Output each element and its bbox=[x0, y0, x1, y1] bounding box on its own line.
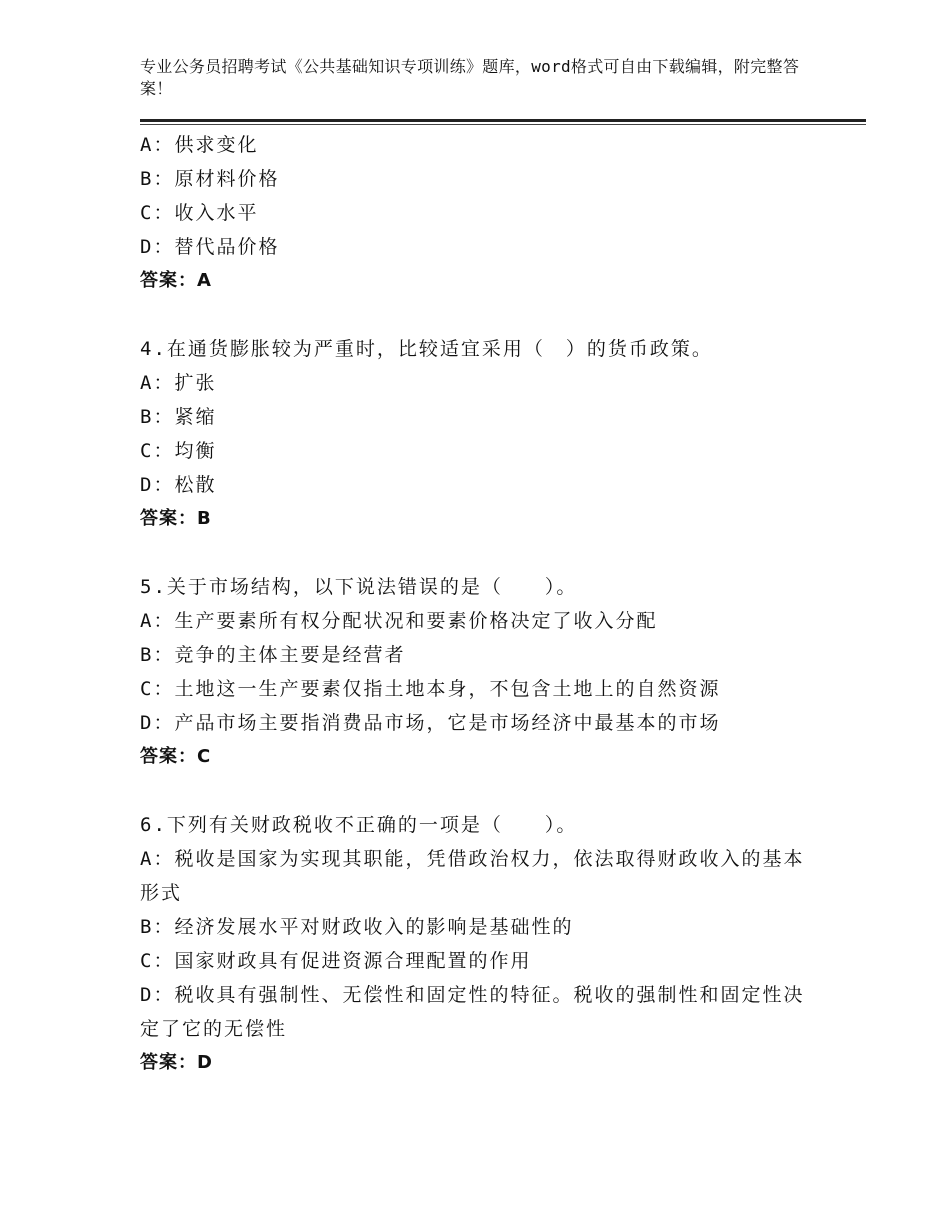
option-c: C：土地这一生产要素仅指土地本身，不包含土地上的自然资源 bbox=[140, 678, 721, 700]
answer-label: 答案：C bbox=[140, 746, 212, 767]
question-gap bbox=[140, 536, 816, 570]
page-header: 专业公务员招聘考试《公共基础知识专项训练》题库，word格式可自由下载编辑，附完整答案！ bbox=[140, 57, 800, 98]
option-d: D：产品市场主要指消费品市场，它是市场经济中最基本的市场 bbox=[140, 712, 721, 734]
option-b: B：原材料价格 bbox=[140, 168, 280, 190]
option-b: B：紧缩 bbox=[140, 406, 217, 428]
option-c: C：收入水平 bbox=[140, 202, 259, 224]
option-d: D：松散 bbox=[140, 474, 217, 496]
option-c: C：国家财政具有促进资源合理配置的作用 bbox=[140, 950, 532, 972]
header-rule-thin bbox=[140, 124, 866, 125]
option-a: A：生产要素所有权分配状况和要素价格决定了收入分配 bbox=[140, 610, 658, 632]
question-text: 6.下列有关财政税收不正确的一项是（ ）。 bbox=[140, 814, 578, 836]
question-gap bbox=[140, 298, 816, 332]
answer-label: 答案：A bbox=[140, 270, 212, 291]
question-5 bbox=[140, 570, 816, 774]
answer-label: 答案：B bbox=[140, 508, 212, 529]
question-3-tail bbox=[140, 128, 816, 298]
option-d: D：替代品价格 bbox=[140, 236, 280, 258]
option-d: D：税收具有强制性、无偿性和固定性的特征。税收的强制性和固定性决定了它的无偿性 bbox=[140, 984, 805, 1040]
option-a: A：供求变化 bbox=[140, 134, 259, 156]
question-content bbox=[140, 128, 816, 1080]
option-a: A：税收是国家为实现其职能，凭借政治权力，依法取得财政收入的基本形式 bbox=[140, 848, 805, 904]
question-text: 4.在通货膨胀较为严重时，比较适宜采用（ ）的货币政策。 bbox=[140, 338, 713, 360]
option-c: C：均衡 bbox=[140, 440, 217, 462]
option-a: A：扩张 bbox=[140, 372, 217, 394]
answer-label: 答案：D bbox=[140, 1052, 213, 1073]
option-b: B：竞争的主体主要是经营者 bbox=[140, 644, 406, 666]
question-6 bbox=[140, 808, 816, 1080]
header-rule-thick bbox=[140, 119, 866, 122]
question-gap bbox=[140, 774, 816, 808]
question-4 bbox=[140, 332, 816, 536]
question-text: 5.关于市场结构，以下说法错误的是（ ）。 bbox=[140, 576, 578, 598]
option-b: B：经济发展水平对财政收入的影响是基础性的 bbox=[140, 916, 574, 938]
